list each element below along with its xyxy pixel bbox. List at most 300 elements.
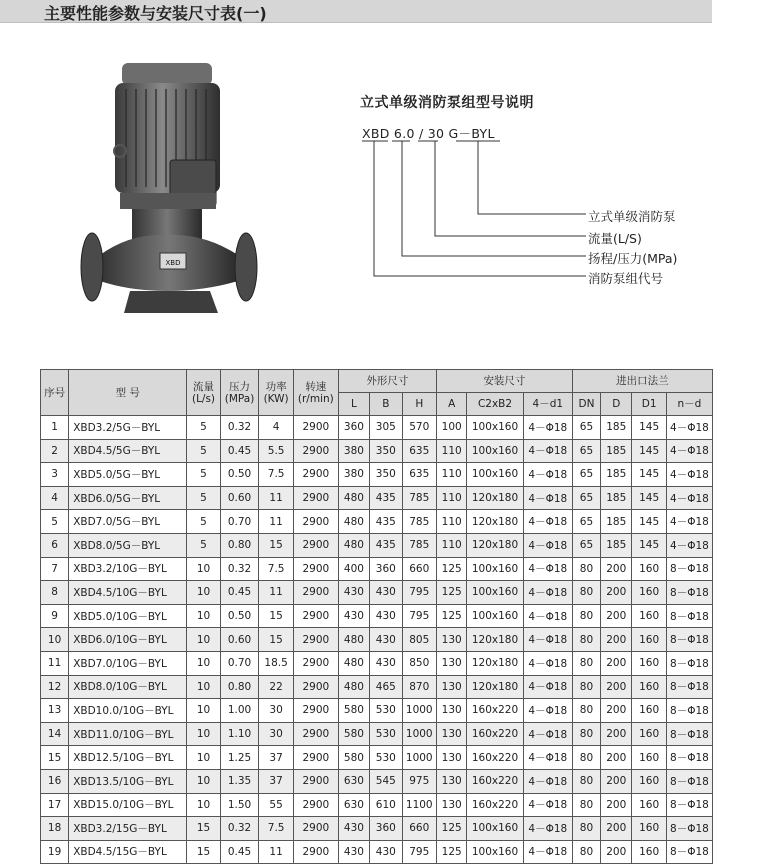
cell-flow: 10 [187,651,220,675]
table-row [41,463,713,487]
cell-pressure: 0.70 [220,510,259,534]
cell-4-d1: 4－Φ18 [523,416,572,440]
cell-H: 635 [402,463,437,487]
cell-DN: 80 [572,746,600,770]
cell-H: 785 [402,486,437,510]
cell-pressure: 1.35 [220,769,259,793]
cell-DN: 80 [572,675,600,699]
cell-n-d: 8－Φ18 [666,675,712,699]
pump-label-text: XBD [165,259,181,267]
cell-D1: 145 [632,510,666,534]
cell-A: 110 [437,510,467,534]
cell-C2xB2: 100x160 [467,557,523,581]
cell-L: 480 [338,651,369,675]
cell-index: 7 [41,557,69,581]
cell-model: XBD5.0/10G－BYL [69,604,187,628]
cell-model: XBD8.0/10G－BYL [69,675,187,699]
model-code: XBD 6.0 / 30 G－BYL [362,126,495,141]
cell-speed: 2900 [293,628,338,652]
cell-H: 795 [402,604,437,628]
cell-pressure: 0.60 [220,486,259,510]
header-D: D [601,393,632,416]
cell-H: 805 [402,628,437,652]
table-row [41,651,713,675]
cell-H: 850 [402,651,437,675]
cell-D: 185 [601,486,632,510]
cell-flow: 10 [187,675,220,699]
cell-DN: 80 [572,604,600,628]
cell-C2xB2: 100x160 [467,581,523,605]
cell-power: 15 [259,533,293,557]
legend-item-pump-type: 立式单级消防泵 [588,209,676,224]
cell-H: 795 [402,581,437,605]
cell-D: 185 [601,463,632,487]
table-row [41,675,713,699]
cell-flow: 5 [187,416,220,440]
cell-power: 55 [259,793,293,817]
header-4-d1: 4－d1 [523,393,572,416]
cell-C2xB2: 100x160 [467,463,523,487]
header-L: L [338,393,369,416]
cell-A: 130 [437,699,467,723]
cell-A: 125 [437,817,467,841]
cell-4-d1: 4－Φ18 [523,840,572,864]
cell-H: 635 [402,439,437,463]
cell-index: 4 [41,486,69,510]
cell-model: XBD15.0/10G－BYL [69,793,187,817]
cell-speed: 2900 [293,416,338,440]
cell-power: 4 [259,416,293,440]
cell-B: 530 [370,746,402,770]
cell-4-d1: 4－Φ18 [523,817,572,841]
cell-B: 610 [370,793,402,817]
cell-n-d: 8－Φ18 [666,557,712,581]
cell-D: 200 [601,675,632,699]
header-speed-unit: (r/min) [297,392,334,405]
cell-D: 200 [601,651,632,675]
cell-n-d: 8－Φ18 [666,840,712,864]
cell-pressure: 0.45 [220,840,259,864]
cell-power: 15 [259,628,293,652]
cell-DN: 80 [572,628,600,652]
cell-L: 630 [338,769,369,793]
cell-B: 435 [370,510,402,534]
cell-L: 580 [338,746,369,770]
table-row [41,699,713,723]
table-row [41,604,713,628]
cell-D: 200 [601,840,632,864]
cell-4-d1: 4－Φ18 [523,463,572,487]
cell-model: XBD7.0/10G－BYL [69,651,187,675]
cell-B: 430 [370,840,402,864]
table-row [41,840,713,864]
cell-D: 200 [601,604,632,628]
cell-power: 7.5 [259,557,293,581]
cell-pressure: 1.50 [220,793,259,817]
cell-L: 430 [338,581,369,605]
cell-DN: 80 [572,651,600,675]
cell-speed: 2900 [293,486,338,510]
cell-4-d1: 4－Φ18 [523,533,572,557]
cell-model: XBD6.0/10G－BYL [69,628,187,652]
cell-model: XBD3.2/5G－BYL [69,416,187,440]
cell-H: 785 [402,533,437,557]
cell-C2xB2: 120x180 [467,651,523,675]
table-row [41,486,713,510]
cell-A: 110 [437,463,467,487]
cell-B: 350 [370,463,402,487]
cell-A: 100 [437,416,467,440]
cell-D1: 160 [632,793,666,817]
cell-D1: 160 [632,581,666,605]
cell-model: XBD5.0/5G－BYL [69,463,187,487]
cell-power: 5.5 [259,439,293,463]
cell-pressure: 1.25 [220,746,259,770]
cell-model: XBD12.5/10G－BYL [69,746,187,770]
cell-4-d1: 4－Φ18 [523,675,572,699]
cell-index: 2 [41,439,69,463]
cell-power: 30 [259,699,293,723]
cell-pressure: 0.32 [220,817,259,841]
cell-D1: 160 [632,769,666,793]
cell-speed: 2900 [293,675,338,699]
cell-DN: 80 [572,769,600,793]
cell-flow: 10 [187,722,220,746]
cell-4-d1: 4－Φ18 [523,628,572,652]
header-index: 序号 [41,370,69,416]
cell-flow: 10 [187,769,220,793]
cell-H: 660 [402,557,437,581]
cell-C2xB2: 160x220 [467,746,523,770]
cell-n-d: 8－Φ18 [666,769,712,793]
cell-speed: 2900 [293,817,338,841]
cell-4-d1: 4－Φ18 [523,486,572,510]
cell-n-d: 8－Φ18 [666,604,712,628]
cell-B: 430 [370,581,402,605]
cell-speed: 2900 [293,533,338,557]
cell-B: 465 [370,675,402,699]
cell-DN: 80 [572,557,600,581]
cell-DN: 80 [572,817,600,841]
cell-D: 200 [601,769,632,793]
cell-H: 660 [402,817,437,841]
header-A: A [437,393,467,416]
table-row [41,722,713,746]
cell-speed: 2900 [293,463,338,487]
cell-D: 200 [601,817,632,841]
cell-B: 430 [370,651,402,675]
cell-D: 185 [601,533,632,557]
cell-D1: 145 [632,533,666,557]
cell-C2xB2: 120x180 [467,628,523,652]
cell-power: 11 [259,840,293,864]
cell-speed: 2900 [293,510,338,534]
legend-item-pressure: 扬程/压力(MPa) [588,251,678,266]
cell-pressure: 0.50 [220,604,259,628]
cell-n-d: 8－Φ18 [666,722,712,746]
cell-index: 15 [41,746,69,770]
cell-flow: 5 [187,510,220,534]
legend-item-flow: 流量(L/S) [588,231,642,246]
header-DN: DN [572,393,600,416]
cell-D1: 160 [632,840,666,864]
cell-B: 360 [370,817,402,841]
cell-C2xB2: 100x160 [467,840,523,864]
cell-D1: 145 [632,439,666,463]
cell-power: 7.5 [259,463,293,487]
cell-speed: 2900 [293,439,338,463]
cell-D: 200 [601,793,632,817]
cell-speed: 2900 [293,722,338,746]
cell-model: XBD11.0/10G－BYL [69,722,187,746]
table-row [41,510,713,534]
table-row [41,769,713,793]
cell-A: 125 [437,557,467,581]
cell-H: 1000 [402,746,437,770]
cell-index: 8 [41,581,69,605]
cell-D: 200 [601,628,632,652]
cell-pressure: 1.10 [220,722,259,746]
cell-n-d: 4－Φ18 [666,510,712,534]
cell-D1: 145 [632,486,666,510]
cell-pressure: 0.45 [220,581,259,605]
table-row [41,793,713,817]
cell-power: 37 [259,769,293,793]
cell-DN: 80 [572,699,600,723]
cell-power: 11 [259,486,293,510]
header-H: H [402,393,437,416]
cell-power: 11 [259,510,293,534]
cell-A: 125 [437,840,467,864]
cell-flow: 15 [187,817,220,841]
cell-C2xB2: 100x160 [467,439,523,463]
cell-4-d1: 4－Φ18 [523,604,572,628]
cell-flow: 10 [187,628,220,652]
cell-flow: 5 [187,486,220,510]
cell-DN: 65 [572,533,600,557]
cell-A: 130 [437,722,467,746]
cell-L: 580 [338,699,369,723]
header-speed [293,370,338,416]
cell-model: XBD3.2/10G－BYL [69,557,187,581]
cell-D: 200 [601,746,632,770]
cell-4-d1: 4－Φ18 [523,769,572,793]
cell-pressure: 1.00 [220,699,259,723]
cell-D1: 160 [632,628,666,652]
cell-index: 11 [41,651,69,675]
cell-H: 1100 [402,793,437,817]
cell-DN: 65 [572,510,600,534]
cell-A: 130 [437,675,467,699]
cell-pressure: 0.60 [220,628,259,652]
cell-model: XBD4.5/15G－BYL [69,840,187,864]
cell-flow: 5 [187,533,220,557]
cell-D1: 145 [632,463,666,487]
cell-D: 200 [601,581,632,605]
cell-speed: 2900 [293,793,338,817]
header-model: 型 号 [69,370,187,416]
cell-L: 430 [338,840,369,864]
cell-L: 480 [338,510,369,534]
cell-index: 16 [41,769,69,793]
cell-flow: 5 [187,463,220,487]
cell-C2xB2: 120x180 [467,533,523,557]
cell-flow: 10 [187,557,220,581]
cell-A: 110 [437,486,467,510]
cell-index: 9 [41,604,69,628]
cell-A: 125 [437,604,467,628]
cell-DN: 65 [572,439,600,463]
cell-B: 435 [370,533,402,557]
header-flow-unit: (L/s) [191,392,216,405]
cell-L: 480 [338,628,369,652]
cell-index: 12 [41,675,69,699]
cell-4-d1: 4－Φ18 [523,510,572,534]
header-pressure [220,370,259,416]
cell-4-d1: 4－Φ18 [523,439,572,463]
header-speed-label: 转速 [305,380,327,393]
cell-flow: 10 [187,604,220,628]
cell-speed: 2900 [293,840,338,864]
cell-n-d: 8－Φ18 [666,699,712,723]
cell-n-d: 8－Φ18 [666,581,712,605]
cell-index: 13 [41,699,69,723]
cell-D1: 160 [632,817,666,841]
header-flow-label: 流量 [193,380,214,393]
cell-C2xB2: 100x160 [467,817,523,841]
cell-L: 360 [338,416,369,440]
cell-D1: 160 [632,651,666,675]
header-n-d: n－d [666,393,712,416]
cell-B: 350 [370,439,402,463]
cell-C2xB2: 120x180 [467,675,523,699]
cell-DN: 65 [572,463,600,487]
cell-C2xB2: 160x220 [467,793,523,817]
cell-H: 1000 [402,722,437,746]
cell-power: 15 [259,604,293,628]
cell-speed: 2900 [293,557,338,581]
cell-index: 6 [41,533,69,557]
cell-C2xB2: 100x160 [467,416,523,440]
cell-speed: 2900 [293,651,338,675]
header-power-unit: (KW) [263,392,289,405]
cell-DN: 80 [572,722,600,746]
table-row [41,817,713,841]
cell-index: 14 [41,722,69,746]
cell-power: 22 [259,675,293,699]
cell-H: 975 [402,769,437,793]
cell-speed: 2900 [293,769,338,793]
cell-D: 185 [601,510,632,534]
cell-L: 480 [338,533,369,557]
cell-4-d1: 4－Φ18 [523,581,572,605]
cell-4-d1: 4－Φ18 [523,746,572,770]
cell-D: 200 [601,699,632,723]
cell-L: 400 [338,557,369,581]
cell-model: XBD3.2/15G－BYL [69,817,187,841]
spec-table-body [41,416,713,864]
header-power [259,370,293,416]
cell-pressure: 0.50 [220,463,259,487]
cell-B: 530 [370,722,402,746]
header-outer-dims: 外形尺寸 [338,370,436,393]
cell-flow: 10 [187,793,220,817]
cell-L: 380 [338,463,369,487]
cell-index: 19 [41,840,69,864]
cell-H: 870 [402,675,437,699]
cell-n-d: 4－Φ18 [666,416,712,440]
cell-C2xB2: 160x220 [467,699,523,723]
cell-model: XBD8.0/5G－BYL [69,533,187,557]
cell-4-d1: 4－Φ18 [523,557,572,581]
header-D1: D1 [632,393,666,416]
cell-D1: 160 [632,722,666,746]
table-row [41,628,713,652]
cell-B: 545 [370,769,402,793]
table-row [41,533,713,557]
cell-flow: 5 [187,439,220,463]
legend-item-code: 消防泵组代号 [588,271,664,286]
cell-4-d1: 4－Φ18 [523,651,572,675]
header-power-label: 功率 [265,380,287,393]
cell-DN: 65 [572,416,600,440]
cell-DN: 80 [572,840,600,864]
cell-flow: 10 [187,699,220,723]
page-title: 主要性能参数与安装尺寸表(一) [44,4,267,23]
cell-C2xB2: 120x180 [467,510,523,534]
cell-H: 785 [402,510,437,534]
pump-image [70,55,280,325]
cell-index: 10 [41,628,69,652]
cell-D: 200 [601,722,632,746]
cell-B: 305 [370,416,402,440]
cell-n-d: 8－Φ18 [666,817,712,841]
cell-L: 630 [338,793,369,817]
cell-index: 18 [41,817,69,841]
cell-C2xB2: 120x180 [467,486,523,510]
cell-B: 530 [370,699,402,723]
header-pressure-unit: (MPa) [224,392,255,405]
table-row [41,581,713,605]
cell-B: 430 [370,628,402,652]
cell-pressure: 0.80 [220,675,259,699]
cell-model: XBD4.5/10G－BYL [69,581,187,605]
cell-pressure: 0.70 [220,651,259,675]
cell-A: 130 [437,746,467,770]
cell-L: 480 [338,486,369,510]
cell-4-d1: 4－Φ18 [523,699,572,723]
table-row [41,557,713,581]
header-pressure-label: 压力 [229,380,251,393]
cell-B: 430 [370,604,402,628]
cell-D1: 160 [632,557,666,581]
cell-power: 30 [259,722,293,746]
cell-pressure: 0.32 [220,416,259,440]
cell-flow: 15 [187,840,220,864]
cell-L: 430 [338,604,369,628]
cell-n-d: 4－Φ18 [666,463,712,487]
cell-n-d: 4－Φ18 [666,533,712,557]
table-row [41,416,713,440]
cell-n-d: 8－Φ18 [666,651,712,675]
header-flow [187,370,220,416]
cell-A: 130 [437,793,467,817]
cell-L: 430 [338,817,369,841]
header-flange: 进出口法兰 [572,370,712,393]
cell-B: 435 [370,486,402,510]
table-row [41,746,713,770]
cell-model: XBD7.0/5G－BYL [69,510,187,534]
